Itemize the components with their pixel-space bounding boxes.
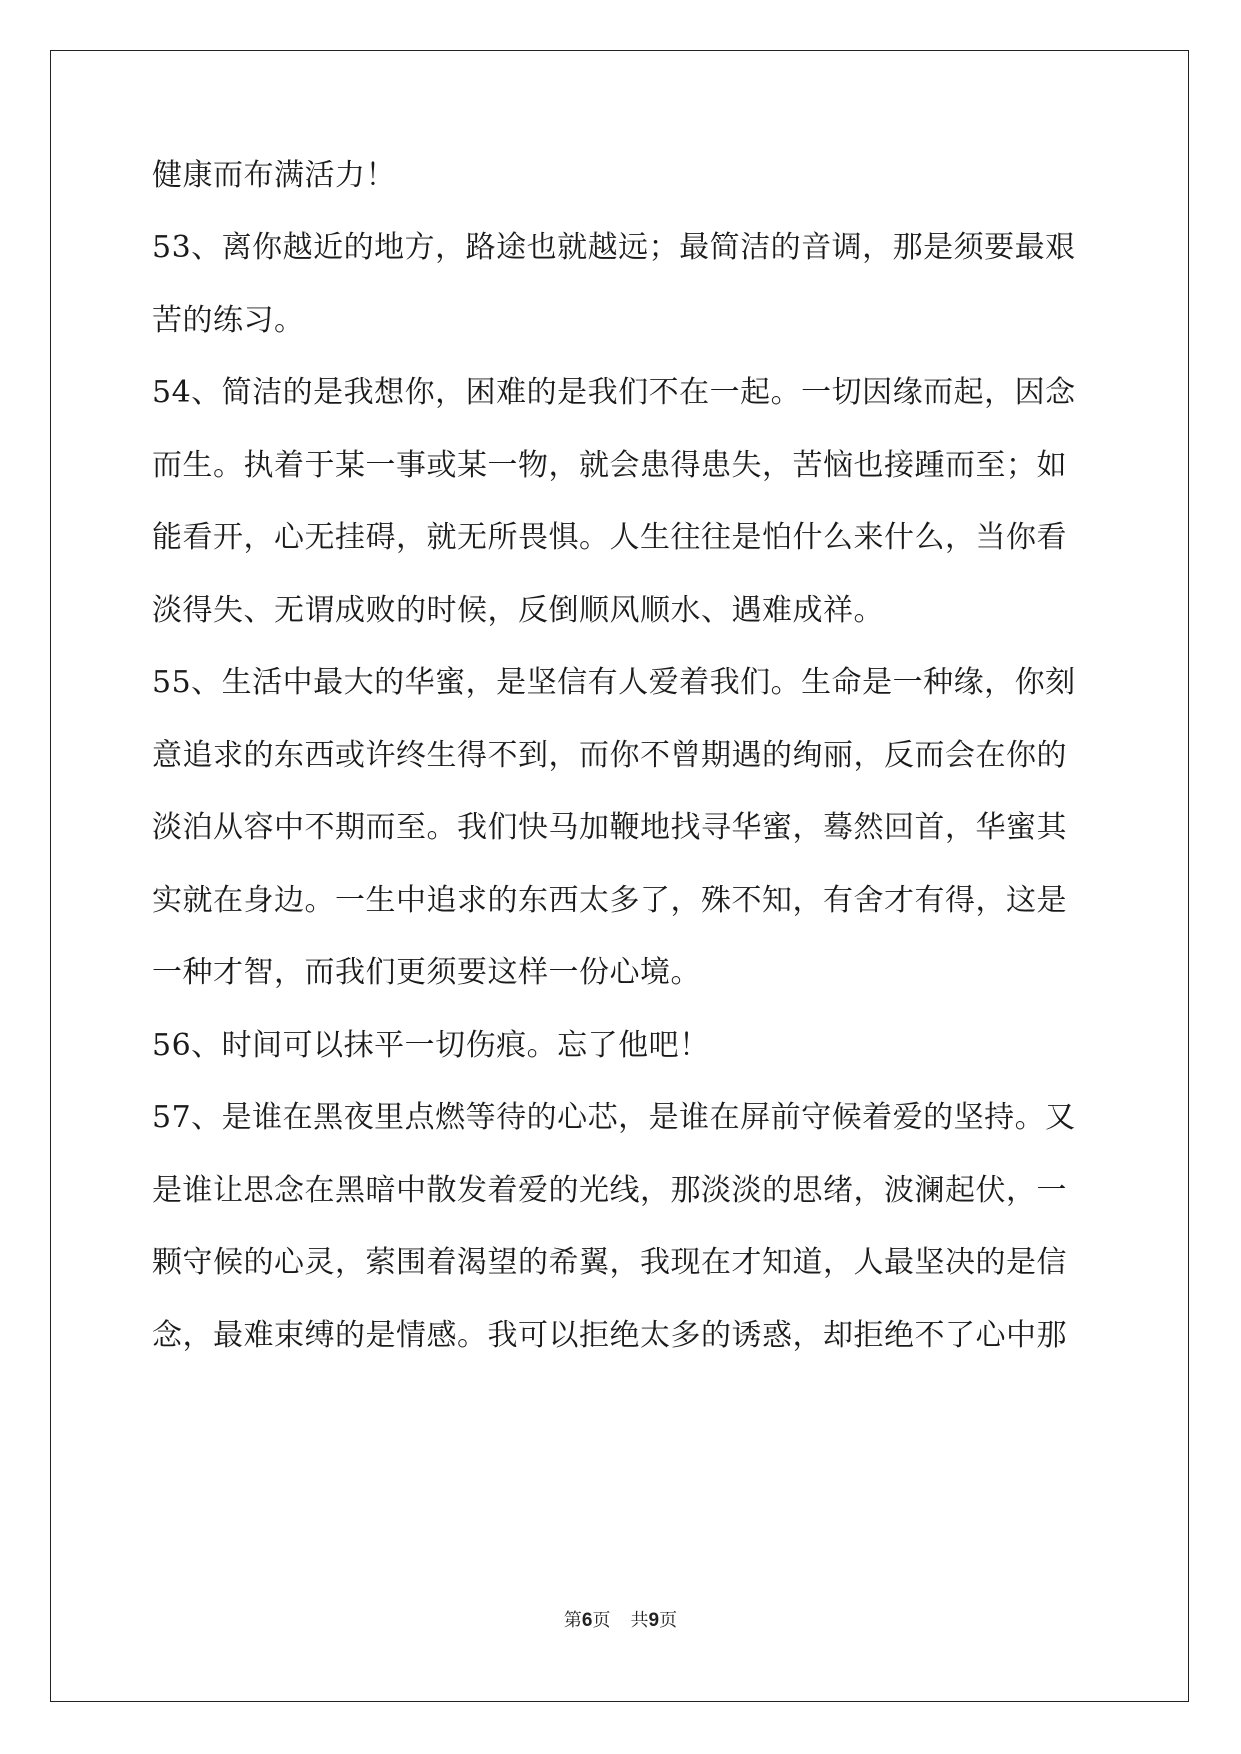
text-line: 而生。执着于某一事或某一物，就会患得患失，苦恼也接踵而至；如 [152,448,1067,483]
text-line: 实就在身边。一生中追求的东西太多了，殊不知，有舍才有得，这是 [152,883,1067,918]
text-line: 淡得失、无谓成败的时候，反倒顺风顺水、遇难成祥。 [152,593,884,628]
text-line: 57、是谁在黑夜里点燃等待的心芯，是谁在屏前守候着爱的坚持。又 [152,1100,1076,1135]
current-page-number: 6 [581,1610,593,1631]
page-unit: 页 [592,1610,611,1631]
page-prefix: 第 [563,1610,582,1631]
text-line: 是谁让思念在黑暗中散发着爱的光线，那淡淡的思绪，波澜起伏，一 [152,1173,1067,1208]
text-line: 54、简洁的是我想你，困难的是我们不在一起。一切因缘而起，因念 [152,375,1076,410]
text-line: 苦的练习。 [152,303,305,338]
text-line: 53、离你越近的地方，路途也就越远；最简洁的音调，那是须要最艰 [152,230,1076,265]
text-line: 55、生活中最大的华蜜，是坚信有人爱着我们。生命是一种缘，你刻 [152,665,1076,700]
text-line: 念，最难束缚的是情感。我可以拒绝太多的诱惑，却拒绝不了心中那 [152,1318,1067,1353]
text-line: 意追求的东西或许终生得不到，而你不曾期遇的绚丽，反而会在你的 [152,738,1067,773]
text-line: 淡泊从容中不期而至。我们快马加鞭地找寻华蜜，蓦然回首，华蜜其 [152,810,1067,845]
text-line: 56、时间可以抹平一切伤痕。忘了他吧！ [152,1028,710,1063]
total-prefix: 共 [630,1610,649,1631]
page-border [50,50,1189,1702]
text-line: 能看开，心无挂碍，就无所畏惧。人生往往是怕什么来什么，当你看 [152,520,1067,555]
text-line: 一种才智，而我们更须要这样一份心境。 [152,955,701,990]
page-footer [0,1606,1241,1632]
total-page-number: 9 [648,1610,660,1631]
text-line: 颗守候的心灵，萦围着渴望的希翼，我现在才知道，人最坚决的是信 [152,1245,1067,1280]
text-line: 健康而布满活力！ [152,158,396,193]
total-unit: 页 [659,1610,678,1631]
